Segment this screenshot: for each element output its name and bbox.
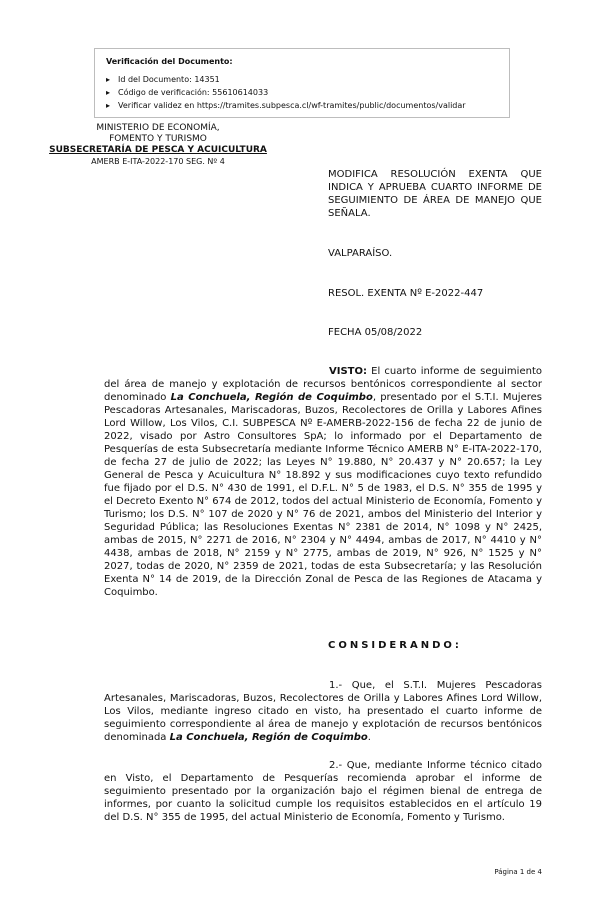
considerando-1-end: . [367,732,371,743]
considerando-2 [104,759,542,824]
subsecretaria-name: SUBSECRETARÍA DE PESCA Y ACUICULTURA [49,145,267,155]
visto-text-1: El cuarto informe de seguimiento del área de manejo y explotación de recursos bentónicos correspondiente al sector denominado [104,366,542,403]
city: VALPARAÍSO. [328,248,393,259]
verification-code: ▸ Código de verificación: 55610614033 [106,88,506,101]
resolution-date: FECHA 05/08/2022 [328,327,423,338]
verification-box [94,48,510,118]
considerando-heading: CONSIDERANDO: [328,640,462,651]
considerando-2-text: 2.- Que, mediante Informe técnico citado en Visto, el Departamento de Pesquerías recomienda aprobar el informe de seguimiento presentado por la organización bajo el régimen bienal de entrega de informes, por cuanto la solicitud cumple los requisitos establecidos en el artículo 19 del D.S. N° 355 de 1995, del actual Ministerio de Economía, Fomento y Turismo. [104,760,542,823]
page-number: Página 1 de 4 [494,868,542,876]
visto-text-2: , presentado por el S.T.I. Mujeres Pescadoras Artesanales, Mariscadoras, Buzos, Recolectores de Orilla y Labores Afines Lord Willow, Los Vilos, C.I. SUBPESCA Nº E-AMERB-2022-156 de fecha 22 de junio de 2022, visado por Astro Consultores SpA; lo informado por el Departamento de Pesquerías de esta Subsecretaría mediante Informe Técnico AMERB N° E-ITA-2022-170, de fecha 27 de julio de 2022; las Leyes N° 19.880, N° 20.437 y N° 20.657; la Ley General de Pesca y Acuicultura N° 18.892 y sus modificaciones cuyo texto refundido fue fijado por el D.S. N° 430 de 1991, el D.F.L. N° 5 de 1983, el D.S. N° 355 de 1995 y el Decreto Exento N° 674 de 2012, todos del actual Ministerio de Economía, Fomento y Turismo; los D.S. N° 107 de 2020 y N° 76 de 2021, ambos del Ministerio del Interior y Seguridad Pública; las Resoluciones Exentas N° 2381 de 2014, N° 1098 y N° 2425, ambas de 2015, N° 2271 de 2016, N° 2304 y N° 4494, ambas de 2017, N° 4410 y N° 4438, ambas de 2018, N° 2159 y N° 2775, ambas de 2019, N° 926, N° 1525 y N° 2027, todas de 2020, N° 2359 de 2021, todas de esta Subsecretaría; y las Resolución Exenta N° 14 de 2019, de la Dirección Zonal de Pesca de las Regiones de Atacama y Coquimbo. [104,392,542,598]
ministry-line-1: MINISTERIO DE ECONOMÍA, [96,123,220,133]
verification-link[interactable]: ▸ Verificar validez en https://tramites.subpesca.cl/wf-tramites/public/documentos/validar [106,101,506,114]
visto-place: La Conchuela, Región de Coquimbo [170,392,373,403]
considerando-1-place: La Conchuela, Región de Coquimbo [169,732,368,743]
verification-list [106,75,506,114]
resolution-number: RESOL. EXENTA Nº E-2022-447 [328,288,484,299]
considerando-1-text: 1.- Que, el S.T.I. Mujeres Pescadoras Artesanales, Mariscadoras, Buzos, Recolectores de Orilla y Labores Afines Lord Willow, Los Vilos, mediante ingreso citado en visto, ha presentado el cuarto informe de seguimiento correspondiente al área de manejo y explotación de recursos bentónicos denominada [104,680,542,743]
ministry-header [36,123,280,167]
resolution-subject: MODIFICA RESOLUCIÓN EXENTA QUE INDICA Y APRUEBA CUARTO INFORME DE SEGUIMIENTO DE ÁREA DE MANEJO QUE SEÑALA. [328,169,542,219]
reference-code: AMERB E-ITA-2022-170 SEG. Nº 4 [91,157,225,166]
considerando-1 [104,679,542,744]
visto-paragraph [104,365,542,599]
document-id: ▸ Id del Documento: 14351 [106,75,506,88]
verification-title: Verificación del Documento: [106,57,233,66]
ministry-line-2: FOMENTO Y TURISMO [109,134,207,144]
visto-label: VISTO: [329,366,367,377]
